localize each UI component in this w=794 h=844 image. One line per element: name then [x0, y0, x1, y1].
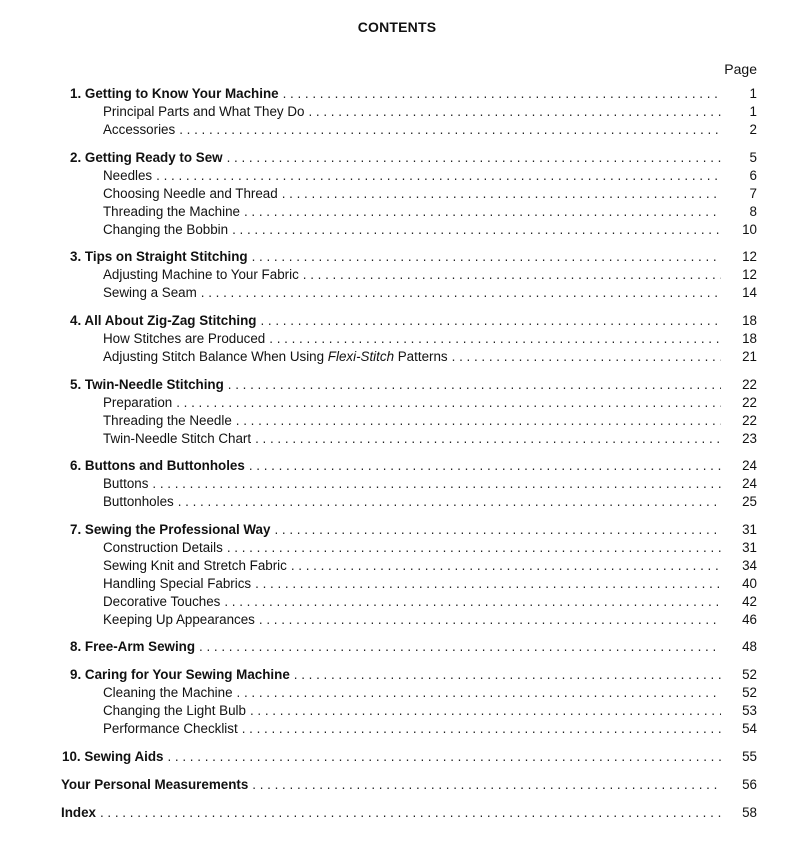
- section-title-text: Buttons and Buttonholes: [84, 458, 245, 473]
- dot-leader: [156, 167, 721, 185]
- dot-leader: [176, 394, 721, 412]
- entry-title: Handling Special Fabrics: [103, 576, 252, 591]
- page-number: 12: [742, 267, 757, 282]
- toc-entry[interactable]: [103, 557, 757, 575]
- dot-leader: [167, 748, 721, 766]
- extra-title: Index: [61, 805, 96, 820]
- page-number: 54: [742, 721, 757, 736]
- toc-section-1[interactable]: [70, 85, 757, 103]
- toc-entry[interactable]: [103, 330, 757, 348]
- entry-title: Sewing Knit and Stretch Fabric: [103, 558, 287, 573]
- toc-entry[interactable]: [103, 394, 757, 412]
- entry-title: Keeping Up Appearances: [103, 612, 255, 627]
- entry-title: Principal Parts and What They Do: [103, 104, 305, 119]
- entry-title: Buttons: [103, 476, 149, 491]
- entry-title: Preparation: [103, 395, 173, 410]
- dot-leader: [152, 475, 721, 493]
- toc-entry[interactable]: [103, 348, 757, 366]
- section-number: 10.: [62, 749, 81, 764]
- dot-leader: [308, 103, 721, 121]
- dot-leader: [283, 85, 721, 103]
- toc-section-10[interactable]: [62, 748, 757, 766]
- toc-extra-1[interactable]: [61, 776, 757, 794]
- toc-entry[interactable]: [103, 266, 757, 284]
- entry-title: [103, 348, 452, 366]
- section-title-text: Twin-Needle Stitching: [84, 377, 224, 392]
- page-number: 18: [742, 313, 757, 328]
- dot-leader: [452, 348, 721, 366]
- entry-title: Threading the Needle: [103, 413, 232, 428]
- entry-title: Choosing Needle and Thread: [103, 186, 278, 201]
- entry-title: Adjusting Machine to Your Fabric: [103, 267, 299, 282]
- section-number: 3.: [70, 249, 82, 264]
- toc-entry[interactable]: [103, 203, 757, 221]
- entry-title: Twin-Needle Stitch Chart: [103, 431, 252, 446]
- dot-leader: [179, 121, 721, 139]
- section-number: 1.: [70, 86, 82, 101]
- entry-title-suffix: Patterns: [394, 349, 448, 364]
- dot-leader: [255, 430, 721, 448]
- page-number: 2: [749, 122, 757, 137]
- extra-title: Your Personal Measurements: [61, 777, 249, 792]
- section-title: [70, 248, 252, 266]
- dot-leader: [100, 804, 721, 822]
- entry-title: Performance Checklist: [103, 721, 238, 736]
- toc-entry[interactable]: [103, 720, 757, 738]
- page-number: 22: [742, 413, 757, 428]
- toc-entry[interactable]: [103, 493, 757, 511]
- page-number: 10: [742, 222, 757, 237]
- dot-leader: [224, 593, 721, 611]
- entry-title: Decorative Touches: [103, 594, 221, 609]
- toc-entry[interactable]: [103, 412, 757, 430]
- toc-section-4[interactable]: [70, 312, 757, 330]
- page-number: 34: [742, 558, 757, 573]
- section-title: [70, 376, 228, 394]
- entry-title: Cleaning the Machine: [103, 685, 233, 700]
- section-title: [62, 748, 167, 766]
- page-column-header: Page: [724, 61, 757, 77]
- dot-leader: [237, 684, 721, 702]
- toc-entry[interactable]: [103, 167, 757, 185]
- page-number: 48: [742, 639, 757, 654]
- dot-leader: [227, 539, 721, 557]
- page-number: 5: [749, 150, 757, 165]
- toc-entry[interactable]: [103, 475, 757, 493]
- dot-leader: [201, 284, 721, 302]
- page-number: 12: [742, 249, 757, 264]
- section-number: 6.: [70, 458, 82, 473]
- toc-entry[interactable]: [103, 103, 757, 121]
- entry-title: Accessories: [103, 122, 176, 137]
- section-title-text: All About Zig-Zag Stitching: [84, 313, 257, 328]
- entry-title: Buttonholes: [103, 494, 174, 509]
- page-number: 8: [749, 204, 757, 219]
- toc-section-7[interactable]: [70, 521, 757, 539]
- toc-section-6[interactable]: [70, 457, 757, 475]
- page-number: 18: [742, 331, 757, 346]
- dot-leader: [232, 221, 721, 239]
- dot-leader: [249, 457, 721, 475]
- page-number: 21: [742, 349, 757, 364]
- dot-leader: [282, 185, 721, 203]
- toc-entry[interactable]: [103, 221, 757, 239]
- dot-leader: [252, 776, 721, 794]
- toc-section-2[interactable]: [70, 149, 757, 167]
- section-title-text: Sewing Aids: [84, 749, 164, 764]
- page-number: 40: [742, 576, 757, 591]
- entry-title-prefix: Adjusting Stitch Balance When Using: [103, 349, 328, 364]
- section-title: [70, 149, 227, 167]
- dot-leader: [199, 638, 721, 656]
- section-title-text: Getting Ready to Sew: [84, 150, 223, 165]
- entry-title: Construction Details: [103, 540, 223, 555]
- page-number: 7: [749, 186, 757, 201]
- dot-leader: [236, 412, 721, 430]
- entry-title: Sewing a Seam: [103, 285, 197, 300]
- page-number: 31: [742, 540, 757, 555]
- toc-entry[interactable]: [103, 593, 757, 611]
- entry-title: Threading the Machine: [103, 204, 240, 219]
- page-number: 14: [742, 285, 757, 300]
- dot-leader: [242, 720, 721, 738]
- page-number: 23: [742, 431, 757, 446]
- page-number: 24: [742, 458, 757, 473]
- dot-leader: [274, 521, 721, 539]
- section-number: 5.: [70, 377, 82, 392]
- section-number: 2.: [70, 150, 82, 165]
- dot-leader: [259, 611, 721, 629]
- page-number: 46: [742, 612, 757, 627]
- toc-section-3[interactable]: [70, 248, 757, 266]
- dot-leader: [255, 575, 721, 593]
- section-number: 8.: [70, 639, 82, 654]
- section-title: [70, 638, 199, 656]
- section-number: 9.: [70, 667, 82, 682]
- entry-title: Needles: [103, 168, 153, 183]
- entry-title: Changing the Light Bulb: [103, 703, 246, 718]
- page-number: 22: [742, 395, 757, 410]
- dot-leader: [178, 493, 721, 511]
- dot-leader: [260, 312, 721, 330]
- toc-section-5[interactable]: [70, 376, 757, 394]
- toc-entry[interactable]: [103, 575, 757, 593]
- dot-leader: [250, 702, 721, 720]
- page-number: 55: [742, 749, 757, 764]
- toc-entry[interactable]: [103, 185, 757, 203]
- section-title: [70, 312, 260, 330]
- page-number: 1: [749, 104, 757, 119]
- toc-entry[interactable]: [103, 284, 757, 302]
- page-number: 6: [749, 168, 757, 183]
- page-number: 31: [742, 522, 757, 537]
- entry-title: Changing the Bobbin: [103, 222, 229, 237]
- dot-leader: [294, 666, 721, 684]
- dot-leader: [303, 266, 721, 284]
- page-number: 1: [749, 86, 757, 101]
- page-number: 22: [742, 377, 757, 392]
- toc-section-9[interactable]: [70, 666, 757, 684]
- page-title: CONTENTS: [357, 19, 437, 35]
- page-number: 42: [742, 594, 757, 609]
- entry-title: How Stitches are Produced: [103, 331, 266, 346]
- dot-leader: [227, 149, 721, 167]
- page-number: 53: [742, 703, 757, 718]
- page-number: 56: [742, 777, 757, 792]
- page-number: 24: [742, 476, 757, 491]
- toc-entry[interactable]: [103, 121, 757, 139]
- section-title-text: Tips on Straight Stitching: [84, 249, 248, 264]
- toc-entry[interactable]: [103, 684, 757, 702]
- page-number: 25: [742, 494, 757, 509]
- section-title: [70, 457, 249, 475]
- toc-section-8[interactable]: [70, 638, 757, 656]
- page-number: 58: [742, 805, 757, 820]
- toc-entry[interactable]: [103, 702, 757, 720]
- section-title: [70, 666, 294, 684]
- section-title: [70, 521, 274, 539]
- section-title-text: Caring for Your Sewing Machine: [84, 667, 290, 682]
- page-number: 52: [742, 667, 757, 682]
- section-number: 4.: [70, 313, 82, 328]
- toc-entry[interactable]: [103, 611, 757, 629]
- entry-title-italic: Flexi-Stitch: [327, 349, 395, 364]
- dot-leader: [291, 557, 721, 575]
- section-title-text: Free-Arm Sewing: [84, 639, 196, 654]
- section-title-text: Sewing the Professional Way: [84, 522, 271, 537]
- dot-leader: [228, 376, 721, 394]
- page-number: 52: [742, 685, 757, 700]
- dot-leader: [244, 203, 721, 221]
- toc-entry[interactable]: [103, 430, 757, 448]
- dot-leader: [269, 330, 721, 348]
- toc-extra-2[interactable]: [61, 804, 757, 822]
- toc-entry[interactable]: [103, 539, 757, 557]
- section-title-text: Getting to Know Your Machine: [84, 86, 279, 101]
- section-title: [70, 85, 283, 103]
- dot-leader: [252, 248, 721, 266]
- section-number: 7.: [70, 522, 82, 537]
